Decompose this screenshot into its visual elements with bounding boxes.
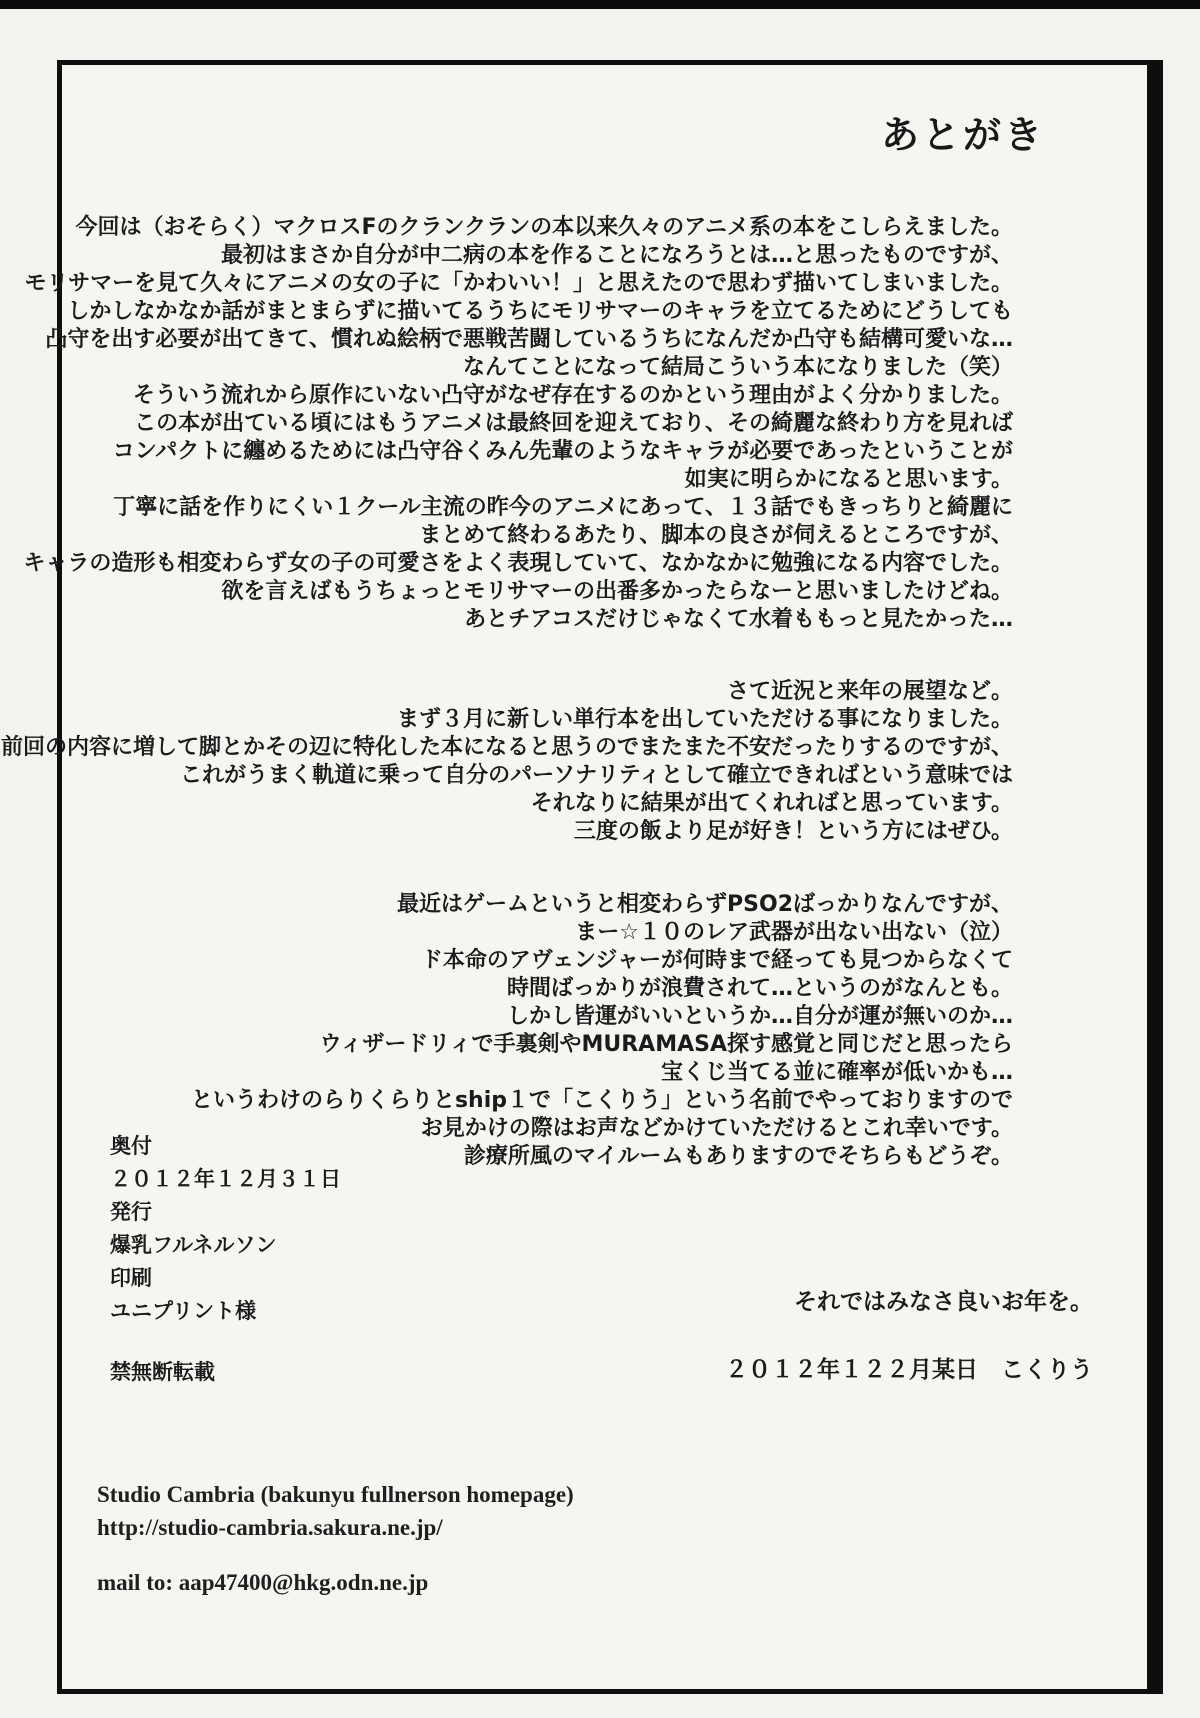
text-line: ド本命のアヴェンジャーが何時まで経っても見つからなくて (420, 948, 1013, 973)
text-line: 時間ばっかりが浪費されて…というのがなんとも。 (506, 976, 1013, 1001)
text-line: 今回は（おそらく）マクロスFのクランクランの本以来久々のアニメ系の本をこしらえました。 (75, 215, 1013, 240)
text-line: お見かけの際はお声などかけていただけるとこれ幸いです。 (420, 1116, 1013, 1141)
colophon-publisher-label: 発行 (110, 1200, 152, 1224)
text-line: 前回の内容に増して脚とかその辺に特化した本になると思うのでまたまた不安だったりするのですが、 (0, 735, 1013, 760)
colophon-date: ２０１２年１２月３１日 (110, 1167, 341, 1191)
text-line: 診療所風のマイルームもありますのでそちらもどうぞ。 (463, 1144, 1013, 1169)
signature-text: ２０１２年１２２月某日 こくりう (725, 1357, 1093, 1383)
text-line: 丁寧に話を作りにくい１クール主流の昨今のアニメにあって、１３話でもきっちりと綺麗に (113, 495, 1013, 520)
text-line: コンパクトに纏めるためには凸守谷くみん先輩のようなキャラが必要であったということが (112, 439, 1013, 464)
text-line: 最初はまさか自分が中二病の本を作ることになろうとは…と思ったものですが、 (220, 243, 1013, 268)
text-line: というわけのらりくらりとship１で「こくりう」という名前でやっておりますので (190, 1088, 1013, 1113)
text-line: これがうまく軌道に乗って自分のパーソナリティとして確立できればという意味では (180, 763, 1013, 788)
colophon-block (110, 1130, 341, 1389)
text-line: この本が出ている頃にはもうアニメは最終回を迎えており、その綺麗な終わり方を見れば (134, 411, 1013, 436)
footer-block (97, 1478, 574, 1599)
footer-homepage-url: http://studio-cambria.sakura.ne.jp/ (97, 1515, 443, 1540)
text-line: あとチアコスだけじゃなくて水着ももっと見たかった… (464, 607, 1013, 632)
text-line: まとめて終わるあたり、脚本の良さが伺えるところですが、 (419, 523, 1013, 548)
text-line: さて近況と来年の展望など。 (726, 679, 1013, 704)
colophon-publisher: 爆乳フルネルソン (110, 1233, 277, 1257)
farewell-text: それではみなさ良いお年を。 (794, 1289, 1093, 1315)
text-line: 如実に明らかになると思います。 (684, 467, 1013, 492)
text-line: ウィザードリィで手裏剣やMURAMASA探す感覚と同じだと思ったら (319, 1032, 1013, 1057)
text-line: 宝くじ当てる並に確率が低いかも… (660, 1060, 1013, 1085)
page-title: あとがき (880, 113, 1045, 157)
colophon-printer: ユニプリント様 (110, 1299, 257, 1323)
text-line: そういう流れから原作にいない凸守がなぜ存在するのかという理由がよく分かりました。 (132, 383, 1013, 408)
text-line: まず３月に新しい単行本を出していただける事になりました。 (396, 707, 1013, 732)
footer-mail-address: mail to: aap47400@hkg.odn.ne.jp (97, 1570, 429, 1595)
colophon-notice: 禁無断転載 (110, 1360, 215, 1384)
colophon-printer-label: 印刷 (110, 1266, 152, 1290)
text-line: なんてことになって結局こういう本になりました（笑） (462, 355, 1013, 380)
scan-edge-strip (0, 0, 1200, 9)
text-line: まー☆１０のレア武器が出ない出ない（泣） (575, 920, 1013, 945)
afterword-paragraph-anime (23, 214, 1013, 634)
footer-studio-name: Studio Cambria (bakunyu fullnerson homepage) (97, 1482, 574, 1507)
colophon-label: 奥付 (110, 1134, 152, 1158)
text-line: 最近はゲームというと相変わらずPSO2ばっかりなんですが、 (397, 892, 1013, 917)
afterword-paragraph-outlook (1, 678, 1013, 846)
text-line: それなりに結果が出てくれればと思っています。 (530, 791, 1013, 816)
text-line: モリサマーを見て久々にアニメの女の子に「かわいい！」と思えたので思わず描いてしまいました。 (24, 271, 1013, 296)
text-line: 三度の飯より足が好き！という方にはぜひ。 (573, 819, 1013, 844)
text-line: キャラの造形も相変わらず女の子の可愛さをよく表現していて、なかなかに勉強になる内容でした。 (23, 551, 1013, 576)
text-line: しかし皆運がいいというか…自分が運が無いのか… (506, 1004, 1013, 1029)
afterword-paragraph-games (191, 891, 1013, 1171)
text-line: 凸守を出す必要が出てきて、慣れぬ絵柄で悪戦苦闘しているうちになんだか凸守も結構可愛いな… (45, 327, 1013, 352)
text-line: しかしなかなか話がまとまらずに描いてるうちにモリサマーのキャラを立てるためにどうしても (67, 299, 1013, 324)
text-line: 欲を言えばもうちょっとモリサマーの出番多かったらなーと思いましたけどね。 (221, 579, 1013, 604)
